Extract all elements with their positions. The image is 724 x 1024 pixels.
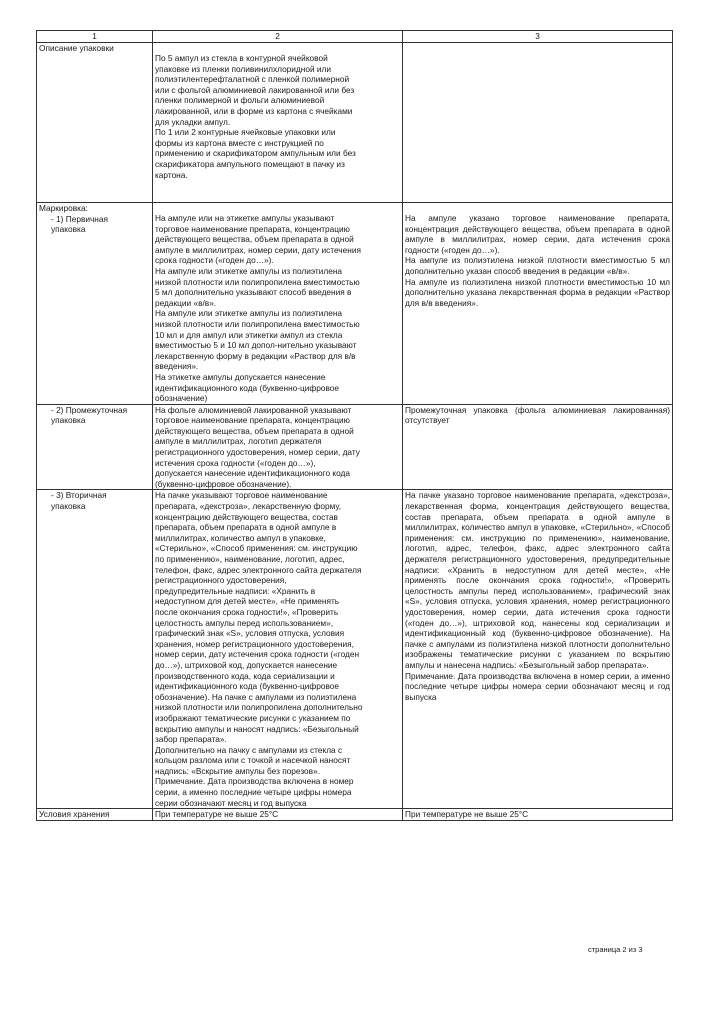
comparison-table xyxy=(36,30,673,821)
header-row xyxy=(37,31,673,43)
intermediate-label-cell xyxy=(37,404,153,490)
marking-label: Маркировка: xyxy=(39,203,88,213)
storage-row xyxy=(37,809,673,821)
packaging-label: Описание упаковки xyxy=(37,43,153,203)
column-header-1: 1 xyxy=(37,31,153,43)
secondary-col2-cell xyxy=(153,490,403,809)
secondary-col3-text: На пачке указано торговое наименование препарата, «декстроза», лекарственная форма, концентрация действующего вещества, состав препарата, объем препарата в одной ампуле в миллилитрах, количество ампул в упаковке, «Стерильно», «Способ применения: см. инструкцию по применению», наименование, логотип, адрес, телефон, факс, адрес электронного сайта держателя регистрационного удостоверения, предупредительные надписи: «Хранить в недоступном для детей месте», «Не применять после окончания срока годности!», «Проверить целостность ампулы перед использованием», графический знак «S», условия отпуска, условия хранения, номер регистрационного удостоверения, номер серии, дата истечения срока годности («годен до…»), штриховой код, нанесены код сериализации и идентификационный код (буквенно-цифровое обозначение). На пачке с ампулами из полиэтилена низкой плотности дополнительно изображены тематические рисунки с указанием по вскрытию ампулы и нанесена надпись: «Безыгольный забор препарата». Примечание. Дата производства включена в номер серии, а именно последние четыре цифры номера серии обозначают месяц и год выпуска xyxy=(405,490,670,702)
secondary-label-cell xyxy=(37,490,153,809)
storage-label: Условия хранения xyxy=(37,809,153,821)
intermediate-col2-cell xyxy=(153,404,403,490)
packaging-col2-text: По 5 ампул из стекла в контурной ячейковой упаковке из пленки поливинилхлоридной или полиэтилентерефталатной с пленкой полимерной или с фольгой алюминиевой лакированной или без пленки полимерной и фольги алюминиевой лакированной, или в форме из картона с ячейками для укладки ампул. По 1 или 2 контурные ячейковые упаковки или формы из картона вместе с инструкцией по применению и скарификатором ампульным или без скарификатора ампульного помещают в пачку из картона. xyxy=(155,53,356,180)
intermediate-col2-text: На фольге алюминиевой лакированной указывают торговое наименование препарата, концентрацию действующего вещества, объем препарата в одной ампуле в миллилитрах, логотип держателя регистрационного удостоверения, номер серии, дату истечения срока годности («годен до…»), допускается нанесение идентификационного кода (буквенно-цифровое обозначение). xyxy=(155,404,360,489)
marking-label-cell xyxy=(37,203,153,405)
marking-intermediate-row xyxy=(37,404,673,490)
primary-col2-text: На ампуле или на этикетке ампулы указывают торговое наименование препарата, концентрацию действующего вещества, объем препарата в одной ампуле в миллилитрах, номер серии, дату истечения срока годности («годен до…»). На ампуле или этикетке ампулы из полиэтилена низкой плотности или полипропилена вместимостью 5 мл дополнительно указывают способ введения в редакции «в/в». На ампуле или этикетке ампулы из полиэтилена низкой плотности или полипропилена вместимостью 10 мл и для ампул или этикетки ампул из стекла вместимостью 5 и 10 мл допол-нительно указывают лекарственную форму в редакции «Раствор для в/в введения». На этикетке ампулы допускается нанесение идентификационного кода (буквенно-цифровое обозначение) xyxy=(155,213,361,404)
marking-primary-row xyxy=(37,203,673,405)
primary-col2-cell xyxy=(153,203,403,405)
packaging-col3 xyxy=(403,43,673,203)
primary-package-label: - 1) Первичная упаковка xyxy=(51,213,108,235)
secondary-package-label: - 3) Вторичная упаковка xyxy=(51,490,107,512)
packaging-description xyxy=(153,43,403,203)
intermediate-package-label: - 2) Промежуточная упаковка xyxy=(51,404,128,426)
column-header-3: 3 xyxy=(403,31,673,43)
primary-col3-cell xyxy=(403,203,673,405)
storage-col3: При температуре не выше 25°С xyxy=(403,809,673,821)
intermediate-col3-cell xyxy=(403,404,673,490)
packaging-row xyxy=(37,43,673,203)
intermediate-col3-text: Промежуточная упаковка (фольга алюминиевая лакированная) отсутствует xyxy=(405,404,670,426)
storage-col2: При температуре не выше 25°С xyxy=(153,809,403,821)
column-header-2: 2 xyxy=(153,31,403,43)
secondary-col3-cell xyxy=(403,490,673,809)
primary-col3-text: На ампуле указано торговое наименование препарата, концентрация действующего вещества, объем препарата в одной ампуле в миллилитрах, номер серии, дата истечения срока годности («годен до…»). На ампуле из полиэтилена низкой плотности вместимостью 5 мл дополнительно указан способ введения в редакции «в/в». На ампуле из полиэтилена низкой плотности вместимостью 10 мл дополнительно указана лекарственная форма в редакции «Раствор для в/в введения». xyxy=(405,213,670,308)
secondary-col2-text: На пачке указывают торговое наименование препарата, «декстроза», лекарственную форму, концентрацию действующего вещества, состав препарата, объем препарата в одной ампуле в миллилитрах, количество ампул в упаковке, «Стерильно», «Способ применения: см. инструкцию по применению», наименование, логотип, адрес, телефон, факс, адрес электронного сайта держателя регистрационного удостоверения, предупредительные надписи: «Хранить в недоступном для детей месте», «Не применять после окончания срока годности!», «Проверить целостность ампулы перед использованием», графический знак «S», условия отпуска, условия хранения, номер регистрационного удостоверения, номер серии, дату истечения срока годности («годен до…»), штриховой код, допускается нанесение производственного кода, кода сериализации и идентификационного кода (буквенно-цифровое обозначение). На пачке с ампулами из полиэтилена низкой плотности или полипропилена дополнительно изображают тематические рисунки с указанием по вскрытию ампулы и наносят надпись: «Безыгольный забор препарата». Дополнительно на пачку с ампулами из стекла с кольцом разлома или с точкой и насечкой наносят надпись: «Вскрытие ампулы без порезов». Примечание. Дата производства включена в номер серии, а именно последние четыре цифры номера серии обозначают месяц и год выпуска xyxy=(155,490,363,808)
marking-secondary-row xyxy=(37,490,673,809)
page-number: страница 2 из 3 xyxy=(588,945,643,954)
